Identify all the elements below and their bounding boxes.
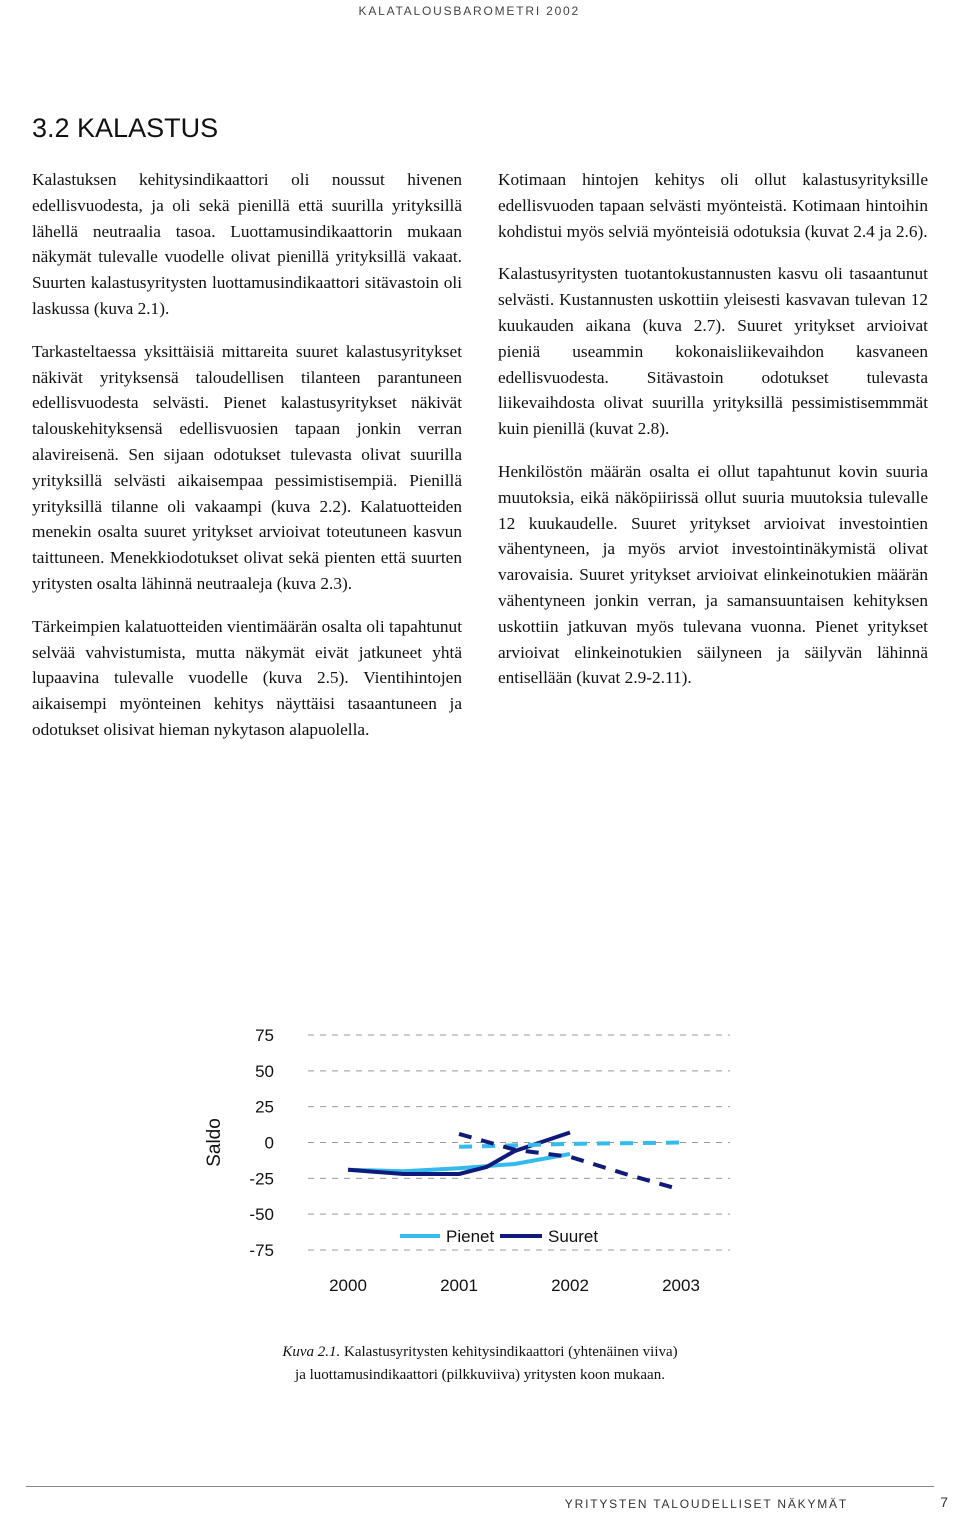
right-column [498, 167, 928, 708]
y-tick-label: 0 [264, 1133, 274, 1153]
y-axis-label: Saldo [204, 1118, 225, 1167]
caption-line-2: ja luottamusindikaattori (pilkkuviiva) yritysten koon mukaan. [295, 1367, 665, 1383]
series-line-pienet-solid [348, 1154, 570, 1171]
y-tick-label: -25 [249, 1169, 274, 1189]
x-tick-label: 2003 [662, 1276, 700, 1295]
y-tick-label: 50 [255, 1061, 274, 1081]
running-header: KALATALOUSBAROMETRI 2002 [358, 4, 580, 18]
paragraph: Tärkeimpien kalatuotteiden vientimäärän osalta oli tapahtunut selvää vahvistumista, mutta näkymät eivät jatkuneet yhtä lupaavina tulevalle vuodelle (kuva 2.5). Vientihintojen aikaisempi myönteinen kehitys näyttäisi tasaantuneen ja odotukset olisivat hieman nykytason alapuolella. [32, 616, 462, 739]
legend-label-suuret: Suuret [548, 1227, 599, 1246]
y-tick-label: -75 [249, 1241, 274, 1260]
x-tick-label: 2001 [440, 1276, 478, 1295]
figure-number: Kuva 2.1. [282, 1344, 341, 1360]
section-title: 3.2 KALASTUS [32, 113, 219, 143]
page-number: 7 [940, 1494, 948, 1510]
left-column [32, 167, 462, 760]
chart-svg [200, 1010, 760, 1310]
x-tick-label: 2002 [551, 1276, 589, 1295]
paragraph: Kalastuksen kehitysindikaattori oli noussut hivenen edellisvuodesta, ja oli sekä pienillä että suurilla yrityksillä lähellä neutraalia tasoa. Luottamusindikaattorin mukaan näkymät tulevalle vuodelle olivat pienillä yrityksillä vakaat. Suurten kalastusyritysten luottamusindikaattori sitävastoin oli laskussa (kuva 2.1). [32, 170, 462, 318]
y-tick-label: -50 [249, 1205, 274, 1225]
figure-caption [170, 1341, 790, 1387]
y-tick-label: 75 [255, 1026, 274, 1045]
caption-line-1: Kalastusyritysten kehitysindikaattori (yhtenäinen viiva) [344, 1344, 678, 1360]
paragraph: Henkilöstön määrän osalta ei ollut tapahtunut kovin suuria muutoksia, eikä näköpiirissä ollut suuria muutoksia tulevalle 12 kuukaudelle. Suuret yritykset arvioivat investointien vähentyneen, ja myös arviot investointinäkymistä olivat varovaisia. Suuret yritykset arvioivat elinkeinotukien määrän vähentyneen jonkin verran, ja samansuuntaisen kehityksen uskottiin jatkuvan myös tulevana vuonna. Pienet yritykset arvioivat elinkeinotukien säilyneen ja säilyvän lähinnä entisellään (kuvat 2.9-2.11). [498, 461, 928, 688]
paragraph: Kotimaan hintojen kehitys oli ollut kalastusyrityksille edellisvuoden tapaan selvästi myönteistä. Kotimaan hintoihin kohdistui myös selviä myönteisiä odotuksia (kuvat 2.4 ja 2.6). [498, 170, 928, 241]
legend-label-pienet: Pienet [446, 1227, 495, 1246]
indicator-chart [200, 1010, 760, 1310]
paragraph: Tarkasteltaessa yksittäisiä mittareita suuret kalastusyritykset näkivät yrityksensä taloudellisen tilanteen parantuneen edellisvuodesta selvästi. Pienet kalastusyritykset näkivät talouskehityksensä edellisvuosien tapaan jonkin verran alavireisenä. Sen sijaan odotukset tulevasta olivat suurilla yrityksillä selvästi aikaisempaa pessimistisempiä. Pienillä yrityksillä tilanne oli vakaampi (kuva 2.2). Kalatuotteiden menekin osalta suuret yritykset arvioivat toteutuneen kasvun taittuneen. Menekkiodotukset olivat sekä pienten että suurten yritysten osalta lähinnä neutraaleja (kuva 2.3). [32, 341, 462, 593]
y-tick-label: 25 [255, 1097, 274, 1117]
running-footer: YRITYSTEN TALOUDELLISET NÄKYMÄT [564, 1497, 848, 1511]
footer-rule [26, 1486, 934, 1487]
paragraph: Kalastusyritysten tuotantokustannusten kasvu oli tasaantunut selvästi. Kustannusten uskottiin yleisesti kasvavan tulevan 12 kuukauden aikana (kuva 2.7). Suuret yritykset arvioivat pieniä useammin kokonaisliikevaihdon kasvaneen edellisvuodesta. Sitävastoin odotukset tulevasta liikevaihdosta olivat suurilla yrityksillä pessimistisemmmät kuin pienillä (kuvat 2.8). [498, 264, 928, 439]
x-tick-label: 2000 [329, 1276, 367, 1295]
